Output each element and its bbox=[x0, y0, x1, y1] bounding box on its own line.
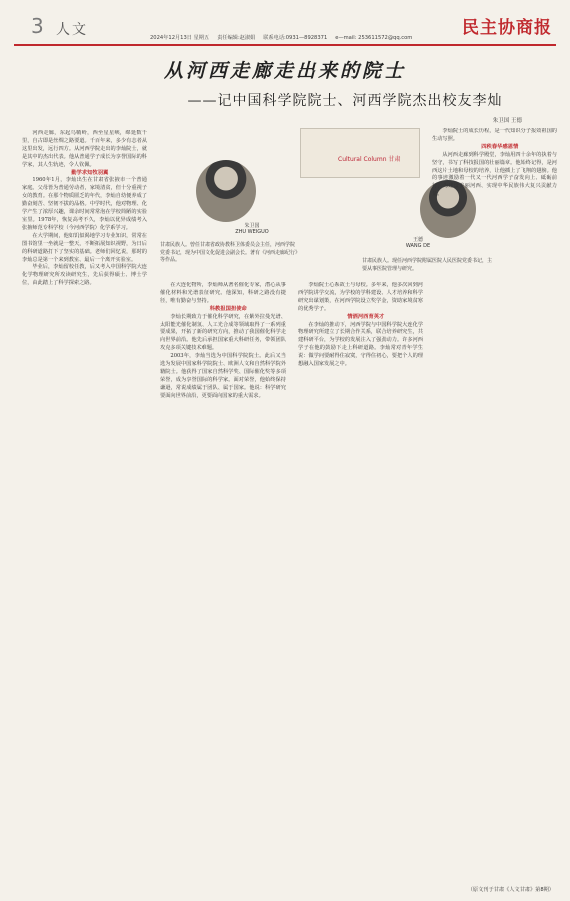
paragraph: 在大连化物所，李灿师从著名催化专家，潜心从事催化材料和光谱表征研究。他深知，科研之路没有捷径，唯有勤奋与坚持。 bbox=[160, 282, 286, 304]
author-caption-wang: 甘肃民族人。现任河西学院附属医院人民医院党委书记，主要从事医院管理与研究。 bbox=[362, 258, 493, 272]
cultural-column-inset bbox=[300, 128, 420, 178]
responsible-editor: 责任编辑:赵淑娟 bbox=[217, 35, 256, 41]
paragraph: 从河西走廊到科学殿堂，李灿用四十余年的执着与坚守，书写了科技报国的壮丽篇章。他始终记得，是河西这片土地和母校的培养，让他插上了飞翔的翅膀。他的事迹激励着一代又一代河西学子奋发向上、砥砺前行，为建设美丽河西、实现中华民族伟大复兴贡献力量。 bbox=[432, 151, 557, 198]
section-heading: 四秩春华感恩情 bbox=[481, 143, 519, 150]
author-name-zhu: 朱卫国 ZHU WEIGUO bbox=[235, 223, 269, 235]
author-name-wang: 王德 WANG DE bbox=[405, 237, 431, 249]
paragraph: 毕业后，李灿留校任教，后又考入中国科学院大连化学物理研究所攻读研究生，先后获得硕士、博士学位，由此踏上了科学探索之路。 bbox=[22, 264, 147, 287]
paragraph: 李灿院士的成长历程，是一代知识分子报效祖国的生动写照。 bbox=[432, 128, 557, 142]
article-column-3 bbox=[298, 282, 423, 882]
page-header bbox=[0, 0, 570, 40]
paragraph: 李灿院士心系故土与母校。多年来，他多次回到河西学院讲学交流，为学校的学科建设、人才培养和科学研究出谋划策，在河西学院设立奖学金，资助家境贫寒的优秀学子。 bbox=[298, 282, 423, 312]
paragraph: 2003年，李灿当选为中国科学院院士。此后又当选为发展中国家科学院院士、欧洲人文和自然科学院外籍院士。他获得了国家自然科学奖、国际催化奖等多项荣誉，成为享誉国际的科学家。面对荣誉，他始终保持谦逊，常说成绩属于团队、属于国家。他说：科学研究要面向世界前沿，更要面向国家的重大需求。 bbox=[160, 353, 286, 399]
inset-label: Cultural Column 甘肃 bbox=[338, 156, 401, 163]
author-caption-zhu: 甘肃民族人。曾任甘肃省政协教科卫体委员会主任，河西学院党委书记，现为中国文化促进会副会长。著有《河西走廊纪行》等作品。 bbox=[160, 242, 298, 263]
article-column-4 bbox=[432, 128, 557, 882]
article-byline: 朱卫国 王德 bbox=[492, 118, 522, 124]
author-portrait-zhu bbox=[196, 160, 256, 222]
contact-phone: 联系电话:0931—8928371 bbox=[263, 35, 328, 41]
header-meta bbox=[150, 33, 552, 42]
issue-date: 2024年12月13日 星期五 bbox=[150, 35, 210, 41]
paragraph: 在李灿的推动下，河西学院与中国科学院大连化学物理研究所建立了长期合作关系，联合培养研究生，共建科研平台，为学校的发展注入了强劲动力。许多河西学子在他的鼓励下走上科研道路。李灿常对青年学生说：做学问要耐得住寂寞，守得住初心，要把个人的理想融入国家发展之中。 bbox=[298, 321, 423, 368]
contact-email: e—mail: 253611572@qq.com bbox=[335, 34, 413, 41]
section-heading: 情洒河西育英才 bbox=[347, 313, 385, 320]
article-column-2 bbox=[160, 282, 286, 882]
newspaper-brand: 民主协商报 bbox=[462, 18, 552, 38]
article-subtitle: ——记中国科学院院士、河西学院杰出校友李灿 bbox=[187, 93, 503, 109]
article-title: 从河西走廊走出来的院士 bbox=[163, 60, 406, 82]
paragraph: 河西走廊，东起乌鞘岭，西至星星峡，绵延数千里，自古即是丝绸之路要道。千百年来，多少有志者从这里出发，远行四方。从河西学院走出的李灿院士，就是其中的杰出代表。他从普通学子成长为享誉国际的科学家，其人生轨迹，令人钦佩。 bbox=[22, 130, 147, 168]
header-rule bbox=[14, 44, 556, 46]
section-heading: 勤学求知牧羽翼 bbox=[71, 169, 109, 176]
section-name: 人文 bbox=[56, 22, 88, 38]
article-column-1 bbox=[22, 130, 147, 882]
paragraph: 在大学期间，他如饥似渴地学习专业知识，常常在图书馆里一坐就是一整天，不断拓展知识视野，为日后的科研道路打下了坚实的基础。老师们回忆说，那时的李灿总是第一个来到教室、最后一个离开实验室。 bbox=[22, 232, 147, 263]
paragraph: 1960年1月，李灿出生在甘肃省张掖市一个普通家庭。父母皆为普通劳动者，家境清贫，但十分重视子女的教育。在那个物质匮乏的年代，李灿自幼便养成了勤奋刻苦、坚韧不拔的品格。中学时代，他对物理、化学产生了浓厚兴趣，课余时间常常泡在学校简陋的实验室里。1978年，恢复高考不久，李灿以优异成绩考入张掖师范专科学校（今河西学院）化学系学习。 bbox=[22, 177, 147, 231]
page-number: 3 bbox=[31, 14, 44, 38]
section-heading: 科教报国担使命 bbox=[209, 305, 247, 312]
paragraph: 李灿长期致力于催化科学研究，在紫外拉曼光谱、太阳能光催化制氢、人工光合成等领域取得了一系列重要成果，开拓了新的研究方向，推动了我国催化科学走向世界前沿。他先后承担国家重大科研任务，带领团队攻克多项关键技术难题。 bbox=[160, 313, 286, 352]
source-footnote: （原文刊于甘肃《人文甘肃》第8期） bbox=[467, 887, 554, 893]
